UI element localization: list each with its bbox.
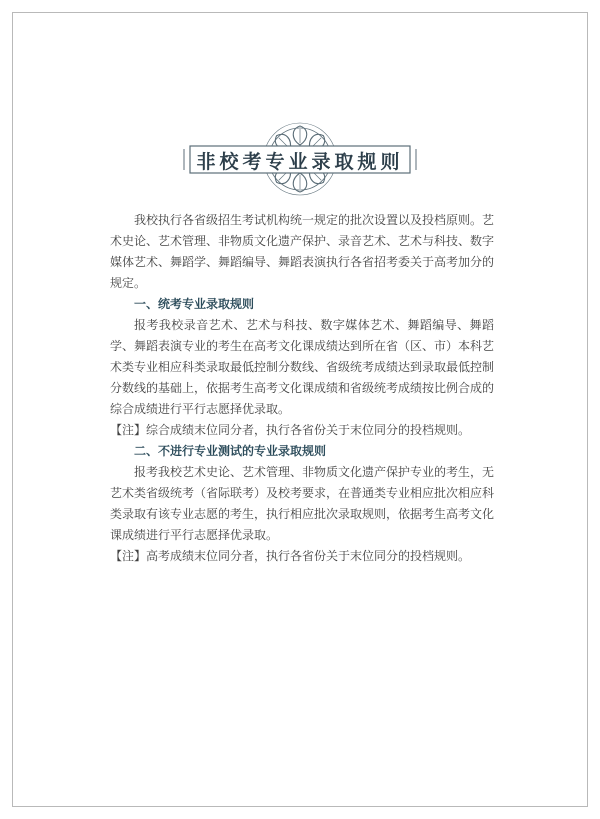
section-1-note: 【注】综合成绩末位同分者，执行各省份关于末位同分的投档规则。: [110, 423, 471, 437]
section-heading-2: 二、不进行专业测试的专业录取规则: [134, 444, 327, 458]
section-heading-1: 一、统考专业录取规则: [134, 297, 255, 311]
title-banner: [0, 122, 600, 202]
page-title: 非校考专业录取规则: [196, 151, 404, 173]
section-2-note: 【注】高考成绩末位同分者，执行各省份关于末位同分的投档规则。: [110, 549, 471, 563]
section-1-paragraph: 报考我校录音艺术、艺术与科技、数字媒体艺术、舞蹈编导、舞蹈学、舞蹈表演专业的考生在高考文化课成绩达到所在省（区、市）本科艺术类专业相应科类录取最低控制分数线、省级统考成绩达到录取最低控制分数线的基础上，依据考生高考文化课成绩和省级统考成绩按比例合成的综合成绩进行平行志愿择优录取。: [110, 318, 495, 416]
intro-paragraph: 我校执行各省级招生考试机构统一规定的批次设置以及投档原则。艺术史论、艺术管理、非物质文化遗产保护、录音艺术、艺术与科技、数字媒体艺术、舞蹈学、舞蹈编导、舞蹈表演执行各省招考委关于高考加分的规定。: [110, 213, 495, 290]
section-2-paragraph: 报考我校艺术史论、艺术管理、非物质文化遗产保护专业的考生，无艺术类省级统考（省际联考）及校考要求，在普通类专业相应批次相应科类录取有该专业志愿的考生，执行相应批次录取规则，依据考生高考文化课成绩进行平行志愿择优录取。: [110, 465, 495, 542]
body-content: [110, 210, 494, 567]
